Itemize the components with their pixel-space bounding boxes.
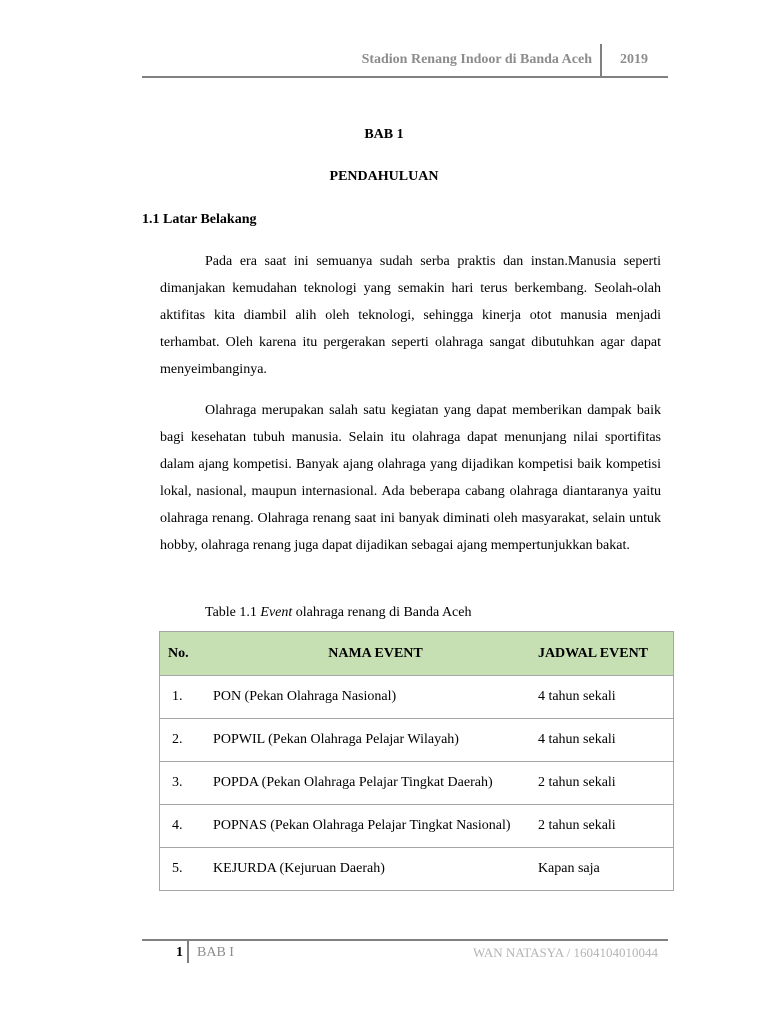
page-footer xyxy=(142,939,668,963)
row-no: 3. xyxy=(160,762,214,805)
header-year: 2019 xyxy=(620,52,648,67)
row-no: 1. xyxy=(160,676,214,719)
footer-chapter: BAB I xyxy=(197,945,234,960)
event-table xyxy=(159,631,674,891)
caption-italic: Event xyxy=(260,605,293,620)
row-name: PON (Pekan Olahraga Nasional) xyxy=(213,676,538,719)
table-row xyxy=(160,676,674,719)
row-no: 2. xyxy=(160,719,214,762)
row-schedule: Kapan saja xyxy=(538,848,674,891)
chapter-title: PENDAHULUAN xyxy=(329,169,439,184)
caption-prefix: Table 1.1 xyxy=(205,605,261,620)
paragraph-2: Olahraga merupakan salah satu kegiatan yang dapat memberikan dampak baik bagi kesehatan tubuh manusia. Selain itu olahraga dapat menunjang nilai sportifitas dalam ajang kompetisi. Banyak ajang olahraga yang dijadikan kompetisi baik kompetisi lokal, nasional, maupun internasional. Ada beberapa cabang olahraga diantaranya yaitu olahraga renang. Olahraga renang saat ini banyak diminati oleh masyarakat, selain untuk hobby, olahraga renang juga dapat dijadikan sebagai ajang mempertunjukkan bakat. xyxy=(160,403,661,553)
row-name: KEJURDA (Kejuruan Daerah) xyxy=(213,848,538,891)
row-name: POPDA (Pekan Olahraga Pelajar Tingkat Daerah) xyxy=(213,762,538,805)
page-header xyxy=(142,44,668,78)
table-header-row xyxy=(160,632,674,676)
header-title: Stadion Renang Indoor di Banda Aceh xyxy=(361,52,592,67)
row-name: POPWIL (Pekan Olahraga Pelajar Wilayah) xyxy=(213,719,538,762)
header-divider xyxy=(600,44,602,76)
row-schedule: 4 tahun sekali xyxy=(538,676,674,719)
table-caption xyxy=(205,605,472,621)
section-title: 1.1 Latar Belakang xyxy=(142,212,257,227)
table-row xyxy=(160,719,674,762)
row-schedule: 4 tahun sekali xyxy=(538,719,674,762)
table-row xyxy=(160,762,674,805)
header-name: NAMA EVENT xyxy=(213,632,538,676)
table-row xyxy=(160,848,674,891)
page-number: 1 xyxy=(176,945,183,960)
row-schedule: 2 tahun sekali xyxy=(538,762,674,805)
table-row xyxy=(160,805,674,848)
row-no: 4. xyxy=(160,805,214,848)
chapter-number: BAB 1 xyxy=(364,127,404,142)
row-name: POPNAS (Pekan Olahraga Pelajar Tingkat Nasional) xyxy=(213,805,538,848)
paragraph-1: Pada era saat ini semuanya sudah serba praktis dan instan.Manusia seperti dimanjakan kemudahan teknologi yang semakin hari terus berkembang. Seolah-olah aktifitas kita diambil alih oleh teknologi, sehingga kinerja otot manusia menjadi terhambat. Oleh karena itu pergerakan seperti olahraga sangat dibutuhkan agar dapat menyeimbanginya. xyxy=(160,254,661,377)
row-schedule: 2 tahun sekali xyxy=(538,805,674,848)
caption-suffix: olahraga renang di Banda Aceh xyxy=(292,605,472,620)
header-no: No. xyxy=(160,632,214,676)
footer-divider xyxy=(187,941,189,963)
row-no: 5. xyxy=(160,848,214,891)
footer-author: WAN NATASYA / 1604104010044 xyxy=(473,945,658,960)
header-schedule: JADWAL EVENT xyxy=(538,632,674,676)
